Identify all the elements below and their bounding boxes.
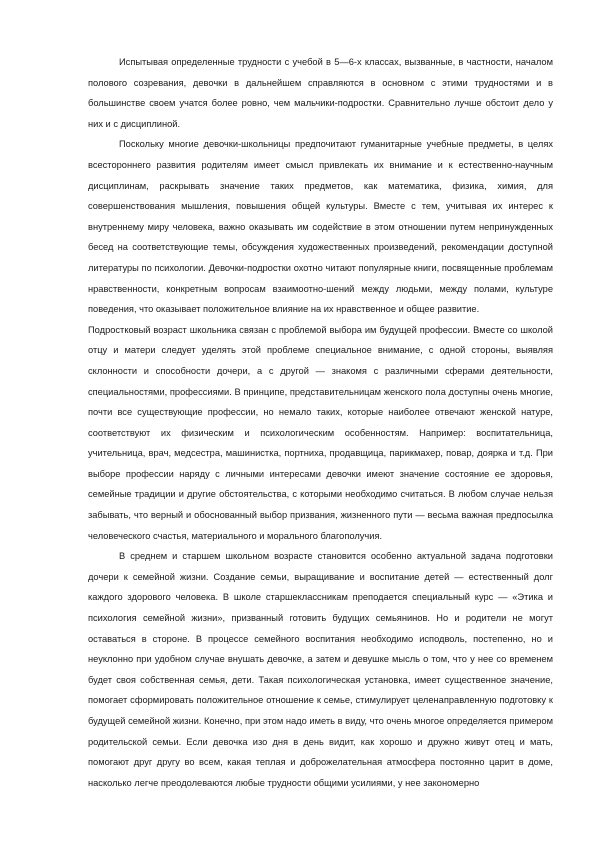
document-body [88,52,553,793]
paragraph-puberty-studies: Испытывая определенные трудности с учебой в 5—6-х классах, вызванные, в частности, началом полового созревания, девочки в дальнейшем справляются в основном с этими трудностями и в большинстве своем учатся более ровно, чем мальчики-подростки. Сравнительно лучше обстоит дело у них и с дисциплиной. [88,57,553,129]
paragraph-humanities-interest: Поскольку многие девочки-школьницы предпочитают гуманитарные учебные предметы, в целях всестороннего развития родителям имеет смысл привлекать их внимание и к естественно-научным дисциплинам, раскрывать значение таких предметов, как математика, физика, химия, для совершенствования мышления, повышения общей культуры. Вместе с тем, учитывая их интерес к внутреннему миру человека, важно оказывать им содействие в этом отношении путем непринужденных бесед на соответствующие темы, обсуждения художественных произведений, рекомендации доступной литературы по психологии. Девочки-подростки охотно читают популярные книги, посвященные проблемам нравственности, конкретным вопросам взаимоотно-шений между людьми, между полами, культуре поведения, что оказывает положительное влияние на их нравственное и общее развитие. [88,139,553,315]
paragraph-family-preparation: В среднем и старшем школьном возрасте становится особенно актуальной задача подготовки дочери к семейной жизни. Создание семьи, выращивание и воспитание детей — естественный долг каждого здорового человека. В школе старшеклассникам преподается специальный курс — «Этика и психология семейной жизни», призванный готовить будущих семьянинов. Но и родители не могут оставаться в стороне. В процессе семейного воспитания необходимо исподволь, постепенно, но и неуклонно при удобном случае внушать девочке, а затем и девушке мысль о том, что у нее со временем будет своя собственная семья, дети. Такая психологическая установка, имеет существенное значение, помогает сформировать положительное отношение к семье, стимулирует целенаправленную подготовку к будущей семейной жизни. Конечно, при этом надо иметь в виду, что очень многое определяется примером родительской семьи. Если девочка изо дня в день видит, как хорошо и дружно живут отец и мать, помогают друг другу во всем, какая теплая и доброжелательная атмосфера постоянно царит в доме, насколько легче преодолеваются любые трудности общими усилиями, у нее закономерно [88,551,553,788]
paragraph-career-choice: Подростковый возраст школьника связан с проблемой выбора им будущей профессии. Вместе со школой отцу и матери следует уделять этой проблеме специальное внимание, с одной стороны, выявляя склонности и способности дочери, а с другой — знакомя с различными сферами деятельности, специальностями, профессиями. В принципе, представительницам женского пола доступны очень многие, почти все существующие профессии, но немало таких, которые наиболее отвечают женской натуре, соответствуют их физическим и психологическим особенностям. Например: воспитательница, учительница, врач, медсестра, машинистка, портниха, продавщица, парикмахер, повар, доярка и т.д. При выборе профессии наряду с личными интересами девочки имеют значение состояние ее здоровья, семейные традиции и другие обстоятельства, с которыми необходимо считаться. В любом случае нельзя забывать, что верный и обоснованный выбор призвания, жизненного пути — весьма важная предпосылка человеческого счастья, материального и морального благополучия. [88,324,553,541]
